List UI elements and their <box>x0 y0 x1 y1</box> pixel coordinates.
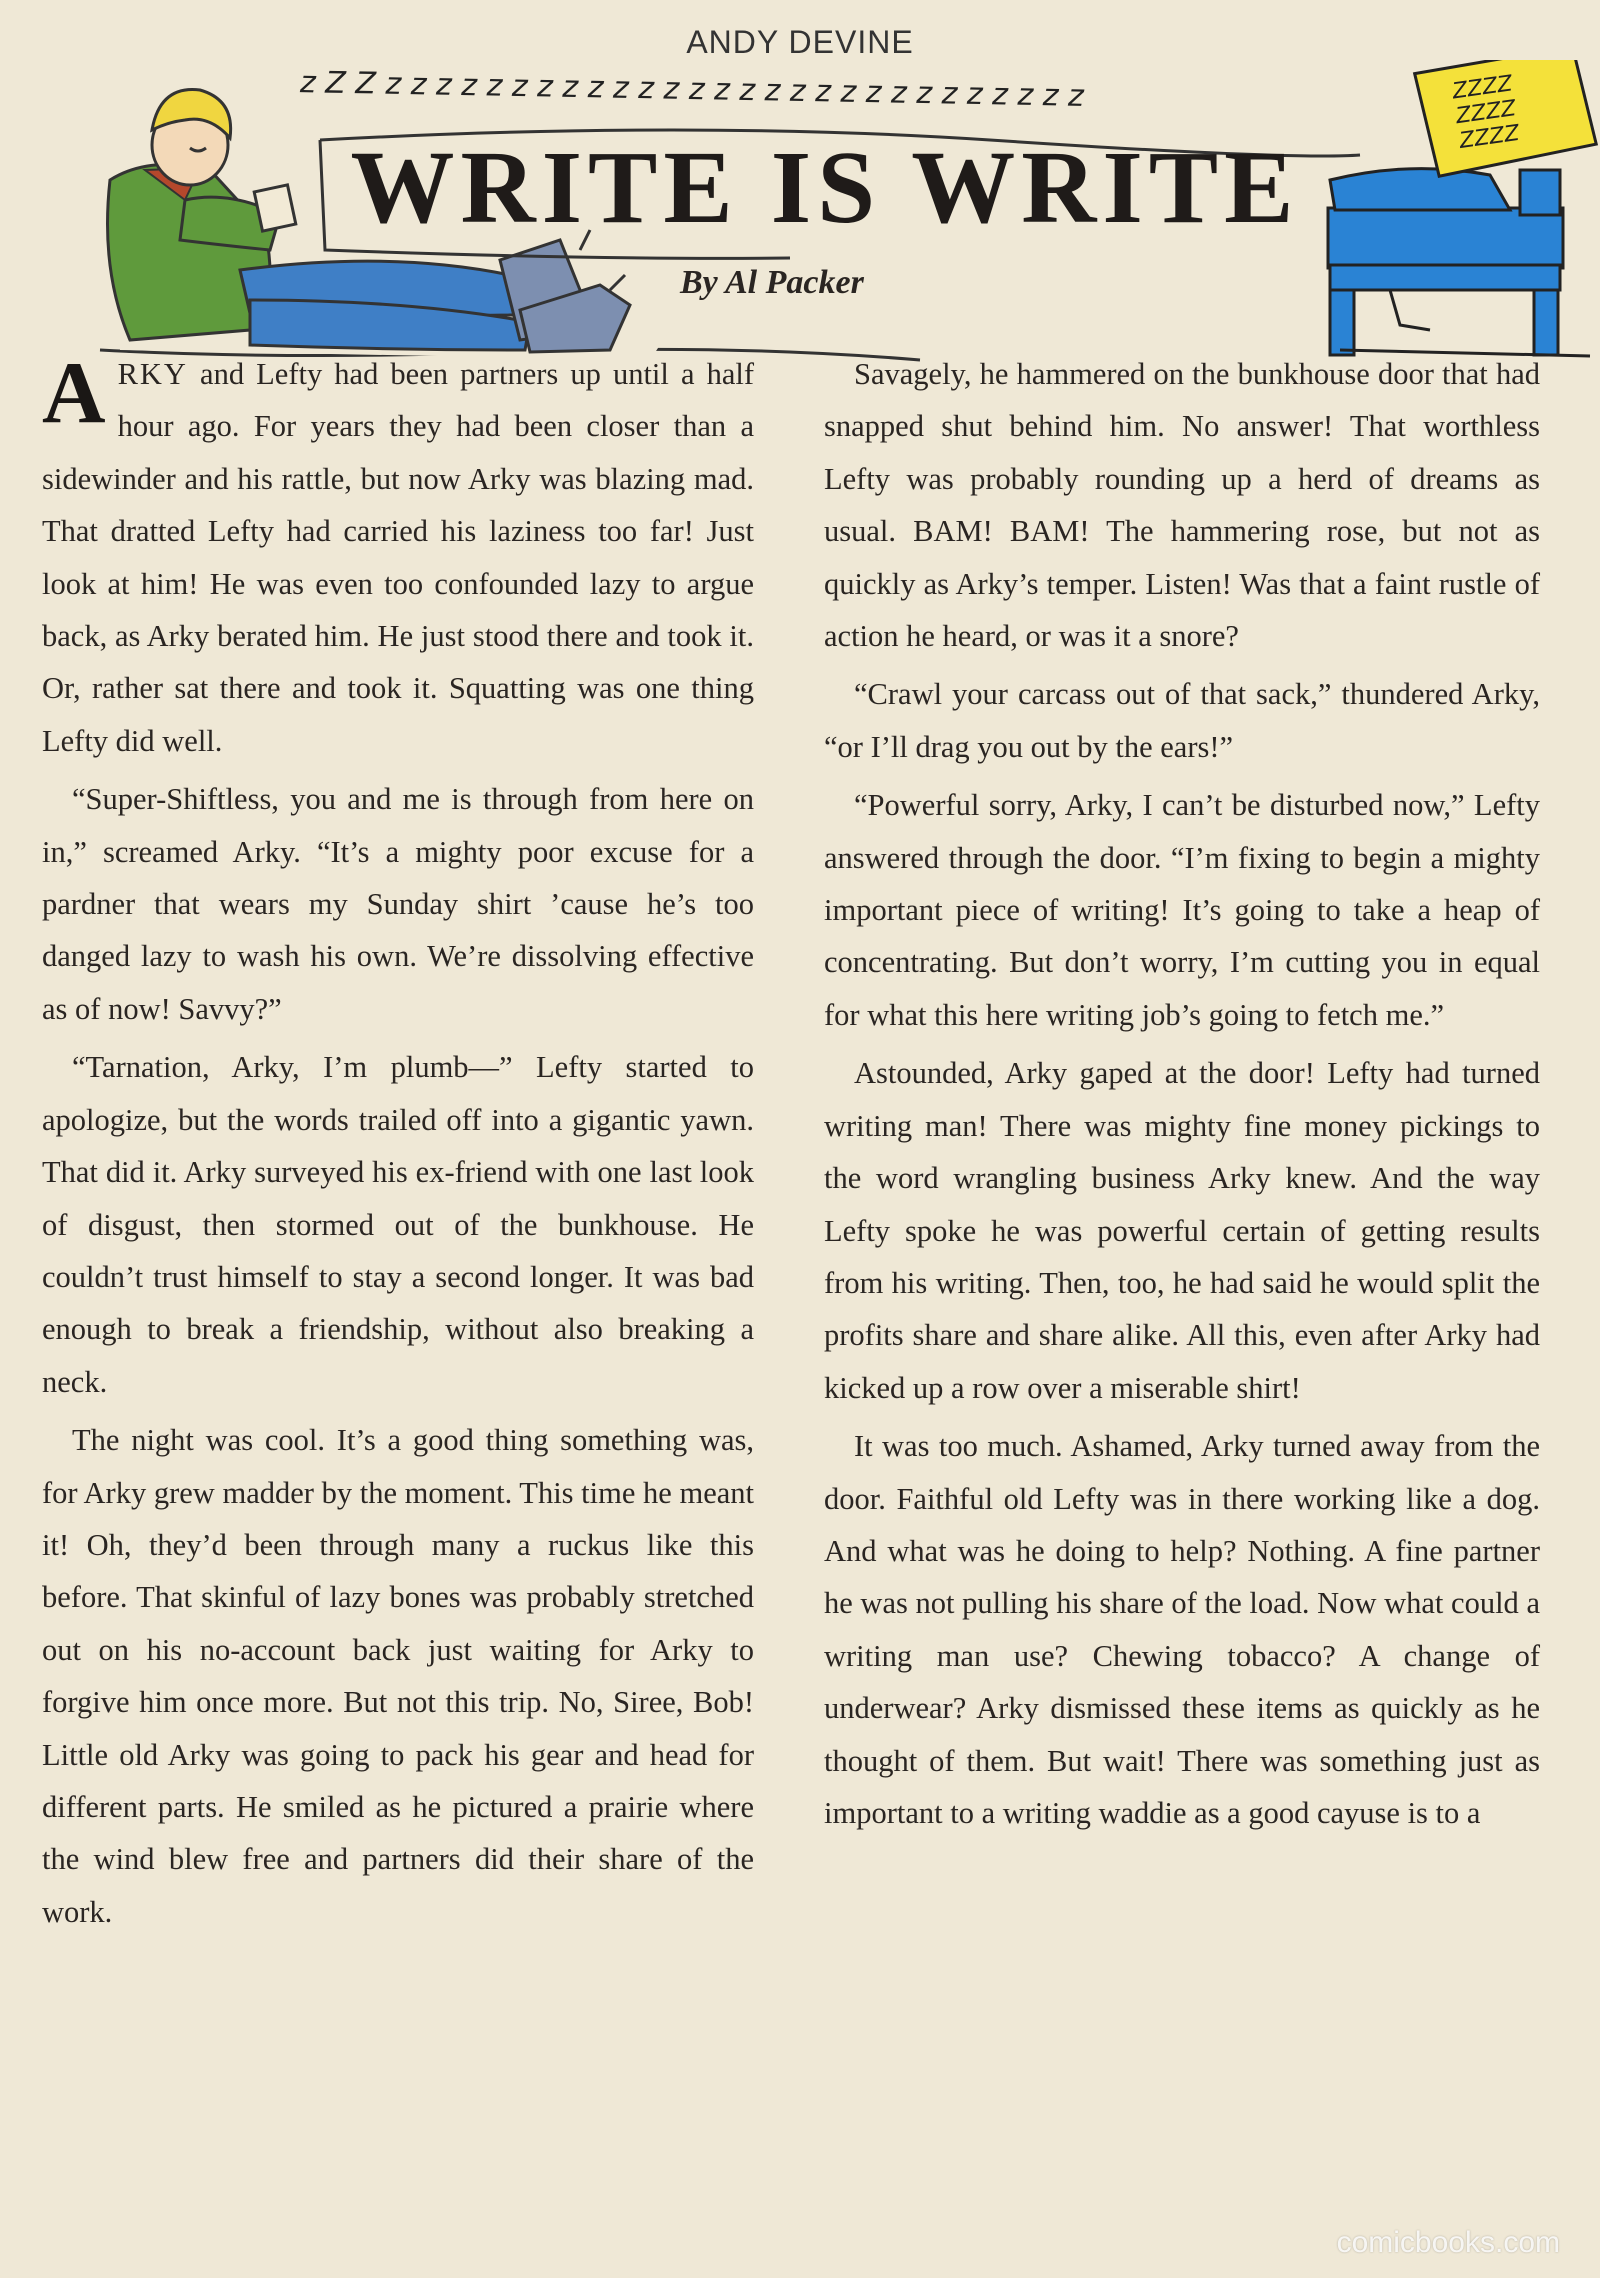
right-column <box>824 348 1540 1845</box>
zzz-note-illustration <box>1414 60 1598 178</box>
zzz-trail: z Z Z z z z z z z z z z z z z z z z z z z z z z z z z z z z z <box>299 65 1085 114</box>
paragraph <box>42 345 754 767</box>
svg-text:ZZZZ: ZZZZ <box>1450 71 1515 105</box>
watermark: comicbooks.com <box>1336 2226 1560 2259</box>
paragraph: “Super-Shiftless, you and me is through from here on in,” screamed Arky. “It’s a mighty poor excuse for a pardner that wears my Sunday shirt ’cause he’s too danged lazy to wash his own. We’re dissolving effective as of now! Savvy?” <box>42 782 754 1026</box>
paragraph: The night was cool. It’s a good thing something was, for Arky grew madder by the moment. This time he meant it! Oh, they’d been through many a ruckus like this before. That skinful of lazy bones was probably stretched out on his no-account back just waiting for Arky to forgive him once more. But not this trip. No, Siree, Bob! Little old Arky was going to pack his gear and head for different parts. He smiled as he pictured a prairie where the wind blew free and partners did their share of the work. <box>42 1423 754 1929</box>
running-head: ANDY DEVINE <box>686 24 914 60</box>
story-title: WRITE IS WRITE <box>350 130 1300 245</box>
paragraph: “Tarnation, Arky, I’m plumb—” Lefty started to apologize, but the words trailed off into a gigantic yawn. That did it. Arky surveyed his ex-friend with one last look of disgust, then stormed out of the bunkhouse. He couldn’t trust himself to stay a second longer. It was bad enough to break a friendship, without also breaking a neck. <box>42 1050 754 1399</box>
left-column <box>42 345 754 1944</box>
svg-text:ZZZZ: ZZZZ <box>1454 96 1518 130</box>
paragraph: Astounded, Arky gaped at the door! Lefty had turned writing man! There was mighty fine money pickings to the word wrangling business Arky knew. And the way Lefty spoke he was powerful certain of getting results from his writing. Then, too, he had said he would split the profits share and share alike. All this, even after Arky had kicked up a row over a miserable shirt! <box>824 1056 1540 1405</box>
paragraph: “Powerful sorry, Arky, I can’t be disturbed now,” Lefty answered through the door. “I’m fixing to begin a mighty important piece of writing! It’s going to take a heap of concentrating. But don’t worry, I’m cutting you in equal for what this here writing job’s going to fetch me.” <box>824 788 1540 1032</box>
paragraph-text: and Lefty had been partners up until a half hour ago. For years they had been closer than a sidewinder and his rattle, but now Arky was blazing mad. That dratted Lefty had carried his laziness too far! Just look at him! He was even too confounded lazy to argue back, as Arky berated him. He just stood there and took it. Or, rather sat there and took it. Squatting was one thing Lefty did well. <box>42 357 754 758</box>
drop-cap-rest: RKY <box>117 357 188 391</box>
drop-cap: A <box>42 345 106 442</box>
paragraph: Savagely, he hammered on the bunkhouse door that had snapped shut behind him. No answer! That worthless Lefty was probably rounding up a herd of dreams as usual. BAM! BAM! The hammering rose, but not as quickly as Arky’s temper. Listen! Was that a faint rustle of action he heard, or was it a snore? <box>824 357 1540 654</box>
writing-desk-illustration <box>1328 169 1590 356</box>
svg-text:ZZZZ: ZZZZ <box>1457 120 1522 154</box>
paragraph: “Crawl your carcass out of that sack,” thundered Arky, “or I’ll drag you out by the ears!” <box>824 677 1540 764</box>
paragraph: It was too much. Ashamed, Arky turned away from the door. Faithful old Lefty was in there working like a dog. And what was he doing to help? Nothing. A fine partner he was not pulling his share of the load. Now what could a writing man use? Chewing tobacco? A change of underwear? Arky dismissed these items as quickly as he thought of them. But wait! There was something just as important to a writing waddie as a good cayuse is to a <box>824 1429 1540 1830</box>
byline: By Al Packer <box>680 264 864 301</box>
